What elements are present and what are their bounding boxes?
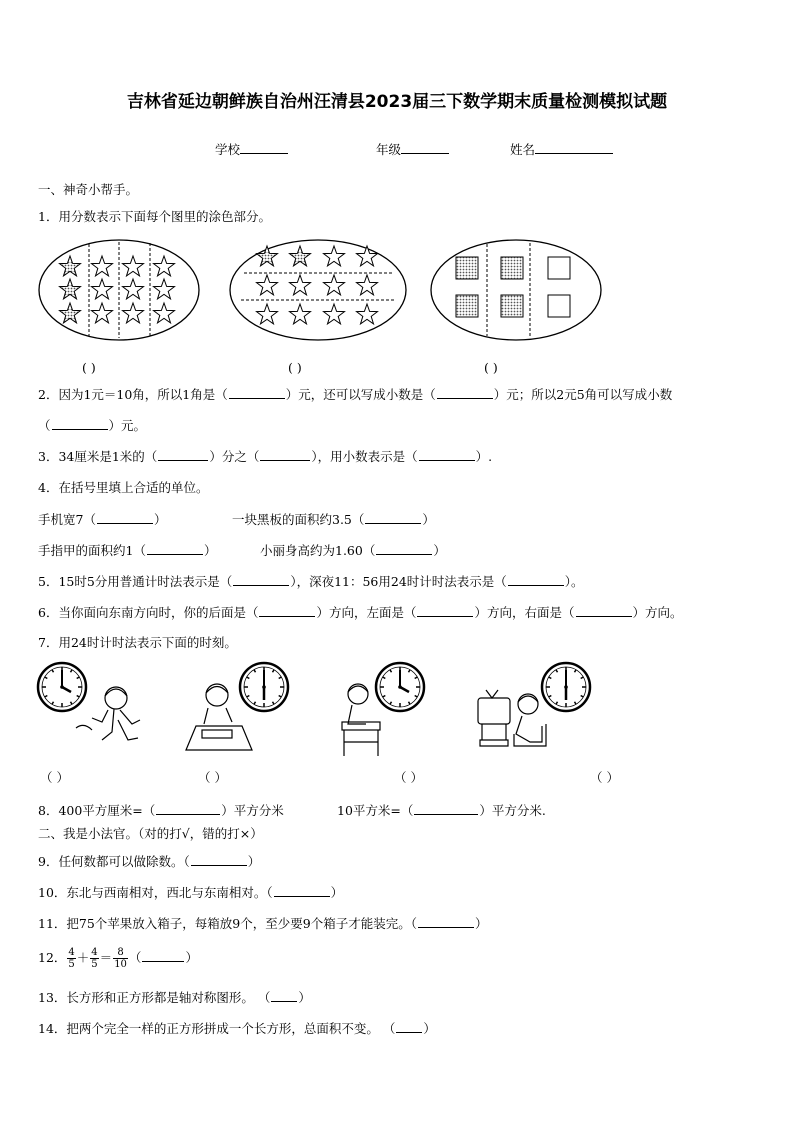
fraction-1-numerator: 4 bbox=[68, 947, 75, 958]
q4-item-1 bbox=[38, 511, 166, 528]
q4-4-close: ） bbox=[433, 543, 446, 558]
q6-text-b: ）方向，左面是（ bbox=[316, 605, 417, 620]
fraction-3 bbox=[113, 947, 128, 970]
plus-sign: ＋ bbox=[76, 950, 90, 965]
q13-close: ） bbox=[298, 990, 311, 1005]
q11-close: ） bbox=[474, 916, 488, 931]
school-label: 学校 bbox=[215, 142, 241, 157]
q5-blank-2[interactable] bbox=[508, 573, 564, 586]
q3-text-d: ）. bbox=[475, 449, 493, 464]
question-11 bbox=[38, 915, 487, 932]
q3-text-b: ）分之（ bbox=[209, 449, 260, 464]
q8-text-d: ）平方分米. bbox=[479, 803, 546, 818]
q4-3-text: 手指甲的面积约1（ bbox=[38, 543, 146, 558]
q1-answer-1[interactable]: ( ) bbox=[82, 360, 96, 375]
q2-text-c: ）元；所以2元5角可以写成小数 bbox=[493, 387, 673, 402]
q4-1-close: ） bbox=[153, 512, 167, 527]
q2-text-b: ）元，还可以写成小数是（ bbox=[285, 387, 436, 402]
q9-blank[interactable] bbox=[191, 853, 247, 866]
equals-sign: ＝ bbox=[99, 950, 113, 965]
fraction-1-denominator: 5 bbox=[68, 959, 75, 970]
q3-blank-3[interactable] bbox=[419, 448, 475, 461]
question-12 bbox=[38, 946, 198, 970]
q4-1-blank[interactable] bbox=[97, 511, 153, 524]
q14-text: 14．把两个完全一样的正方形拼成一个长方形，总面积不变。 （ bbox=[38, 1021, 396, 1036]
q4-3-blank[interactable] bbox=[147, 542, 203, 555]
q7-answer-1[interactable]: （ ） bbox=[40, 770, 69, 785]
q8-text-b: ）平方分米 bbox=[221, 803, 284, 818]
grade-blank[interactable] bbox=[401, 142, 449, 154]
clock-scene-1 bbox=[38, 663, 140, 740]
q13-text: 13．长方形和正方形都是轴对称图形。 （ bbox=[38, 990, 271, 1005]
q1-figures bbox=[36, 238, 606, 348]
question-10 bbox=[38, 884, 343, 901]
q4-2-close: ） bbox=[422, 512, 435, 527]
q7-clock-scenes bbox=[36, 660, 606, 760]
q3-text-c: ），用小数表示是（ bbox=[311, 449, 418, 464]
school-blank[interactable] bbox=[240, 142, 288, 154]
q10-text: 10．东北与西南相对，西北与东南相对。（ bbox=[38, 885, 273, 900]
q2-text-d: （ bbox=[38, 418, 51, 433]
q4-item-4 bbox=[260, 542, 446, 559]
q8-text-a: 8．400平方厘米=（ bbox=[38, 803, 156, 818]
question-14 bbox=[38, 1020, 436, 1037]
clock-scene-4 bbox=[478, 663, 590, 746]
name-label: 姓名 bbox=[510, 142, 536, 157]
q1-answer-3[interactable]: ( ) bbox=[484, 360, 498, 375]
fraction-2 bbox=[90, 947, 98, 970]
q7-answer-4[interactable]: （ ） bbox=[590, 770, 619, 785]
q12-blank[interactable] bbox=[142, 949, 184, 962]
section-1-heading: 一、神奇小帮手。 bbox=[38, 182, 139, 197]
q12-label: 12． bbox=[38, 950, 67, 965]
q4-item-2 bbox=[232, 511, 435, 528]
q4-item-3 bbox=[38, 542, 216, 559]
q10-close: ） bbox=[330, 885, 344, 900]
q7-answer-3[interactable]: （ ） bbox=[394, 770, 423, 785]
q8-blank-2[interactable] bbox=[414, 802, 478, 815]
question-8-part-2 bbox=[337, 802, 546, 819]
q11-blank[interactable] bbox=[418, 915, 474, 928]
page-title: 吉林省延边朝鲜族自治州汪清县2023届三下数学期末质量检测模拟试题 bbox=[126, 92, 668, 112]
school-field bbox=[215, 142, 288, 158]
question-3 bbox=[38, 448, 492, 465]
q3-blank-2[interactable] bbox=[260, 448, 310, 461]
clock-scene-3 bbox=[342, 663, 424, 756]
q4-4-text: 小丽身高约为1.60（ bbox=[260, 543, 376, 558]
q5-blank-1[interactable] bbox=[233, 573, 289, 586]
clock-scene-2 bbox=[186, 663, 288, 750]
q4-2-blank[interactable] bbox=[365, 511, 421, 524]
figure-2-stars-oval bbox=[230, 240, 406, 340]
q12-open: （ bbox=[128, 950, 142, 965]
question-5 bbox=[38, 573, 584, 590]
q8-text-c: 10平方米=（ bbox=[337, 803, 414, 818]
q2-blank-2[interactable] bbox=[437, 386, 493, 399]
question-6 bbox=[38, 604, 683, 621]
q5-text-a: 5．15时5分用普通计时法表示是（ bbox=[38, 574, 233, 589]
fraction-2-denominator: 5 bbox=[91, 959, 98, 970]
q11-text: 11．把75个苹果放入箱子，每箱放9个，至少要9个箱子才能装完。（ bbox=[38, 916, 417, 931]
fraction-1 bbox=[67, 947, 75, 970]
q5-text-b: ），深夜11：56用24时计时法表示是（ bbox=[290, 574, 507, 589]
q10-blank[interactable] bbox=[274, 884, 330, 897]
question-2-cont bbox=[38, 417, 146, 434]
name-blank[interactable] bbox=[535, 142, 613, 154]
fraction-3-numerator: 8 bbox=[113, 947, 128, 959]
question-9 bbox=[38, 853, 260, 870]
q5-text-c: ）。 bbox=[564, 574, 584, 589]
question-2 bbox=[38, 386, 672, 403]
q6-text-d: ）方向。 bbox=[632, 605, 683, 620]
q12-close: ） bbox=[185, 950, 198, 965]
q6-blank-1[interactable] bbox=[259, 604, 315, 617]
q1-answer-2[interactable]: ( ) bbox=[288, 360, 302, 375]
question-13 bbox=[38, 989, 311, 1006]
q4-1-text: 手机宽7（ bbox=[38, 512, 96, 527]
q6-text-c: ）方向，右面是（ bbox=[474, 605, 575, 620]
q8-blank-1[interactable] bbox=[156, 802, 220, 815]
q4-4-blank[interactable] bbox=[376, 542, 432, 555]
figure-3-squares-oval bbox=[431, 240, 601, 340]
grade-label: 年级 bbox=[376, 142, 402, 157]
q14-close: ） bbox=[423, 1021, 436, 1036]
fraction-3-denominator: 10 bbox=[114, 959, 127, 970]
question-1: 1．用分数表示下面每个图里的涂色部分。 bbox=[38, 209, 271, 224]
q4-2-text: 一块黑板的面积约3.5（ bbox=[232, 512, 365, 527]
q6-text-a: 6．当你面向东南方向时，你的后面是（ bbox=[38, 605, 259, 620]
q2-text-e: ）元。 bbox=[108, 418, 147, 433]
fraction-2-numerator: 4 bbox=[91, 947, 98, 958]
q14-blank[interactable] bbox=[396, 1020, 422, 1033]
q6-blank-3[interactable] bbox=[576, 604, 632, 617]
q3-text-a: 3．34厘米是1米的（ bbox=[38, 449, 158, 464]
grade-field bbox=[376, 142, 449, 158]
question-8 bbox=[38, 802, 284, 819]
section-2-heading: 二、我是小法官。（对的打√，错的打×） bbox=[38, 826, 263, 841]
q13-blank[interactable] bbox=[271, 989, 297, 1002]
name-field bbox=[510, 142, 613, 158]
q2-text-a: 2．因为1元＝10角，所以1角是（ bbox=[38, 387, 228, 402]
question-7: 7．用24时计时法表示下面的时刻。 bbox=[38, 635, 237, 650]
q3-blank-1[interactable] bbox=[158, 448, 208, 461]
q6-blank-2[interactable] bbox=[417, 604, 473, 617]
figure-1-stars-oval bbox=[39, 240, 199, 340]
q9-close: ） bbox=[247, 854, 261, 869]
q2-blank-1[interactable] bbox=[229, 386, 285, 399]
q4-3-close: ） bbox=[203, 543, 217, 558]
q9-text: 9．任何数都可以做除数。（ bbox=[38, 854, 190, 869]
q2-blank-3[interactable] bbox=[52, 417, 108, 430]
q7-answer-2[interactable]: （ ） bbox=[198, 770, 227, 785]
question-4: 4．在括号里填上合适的单位。 bbox=[38, 480, 209, 495]
